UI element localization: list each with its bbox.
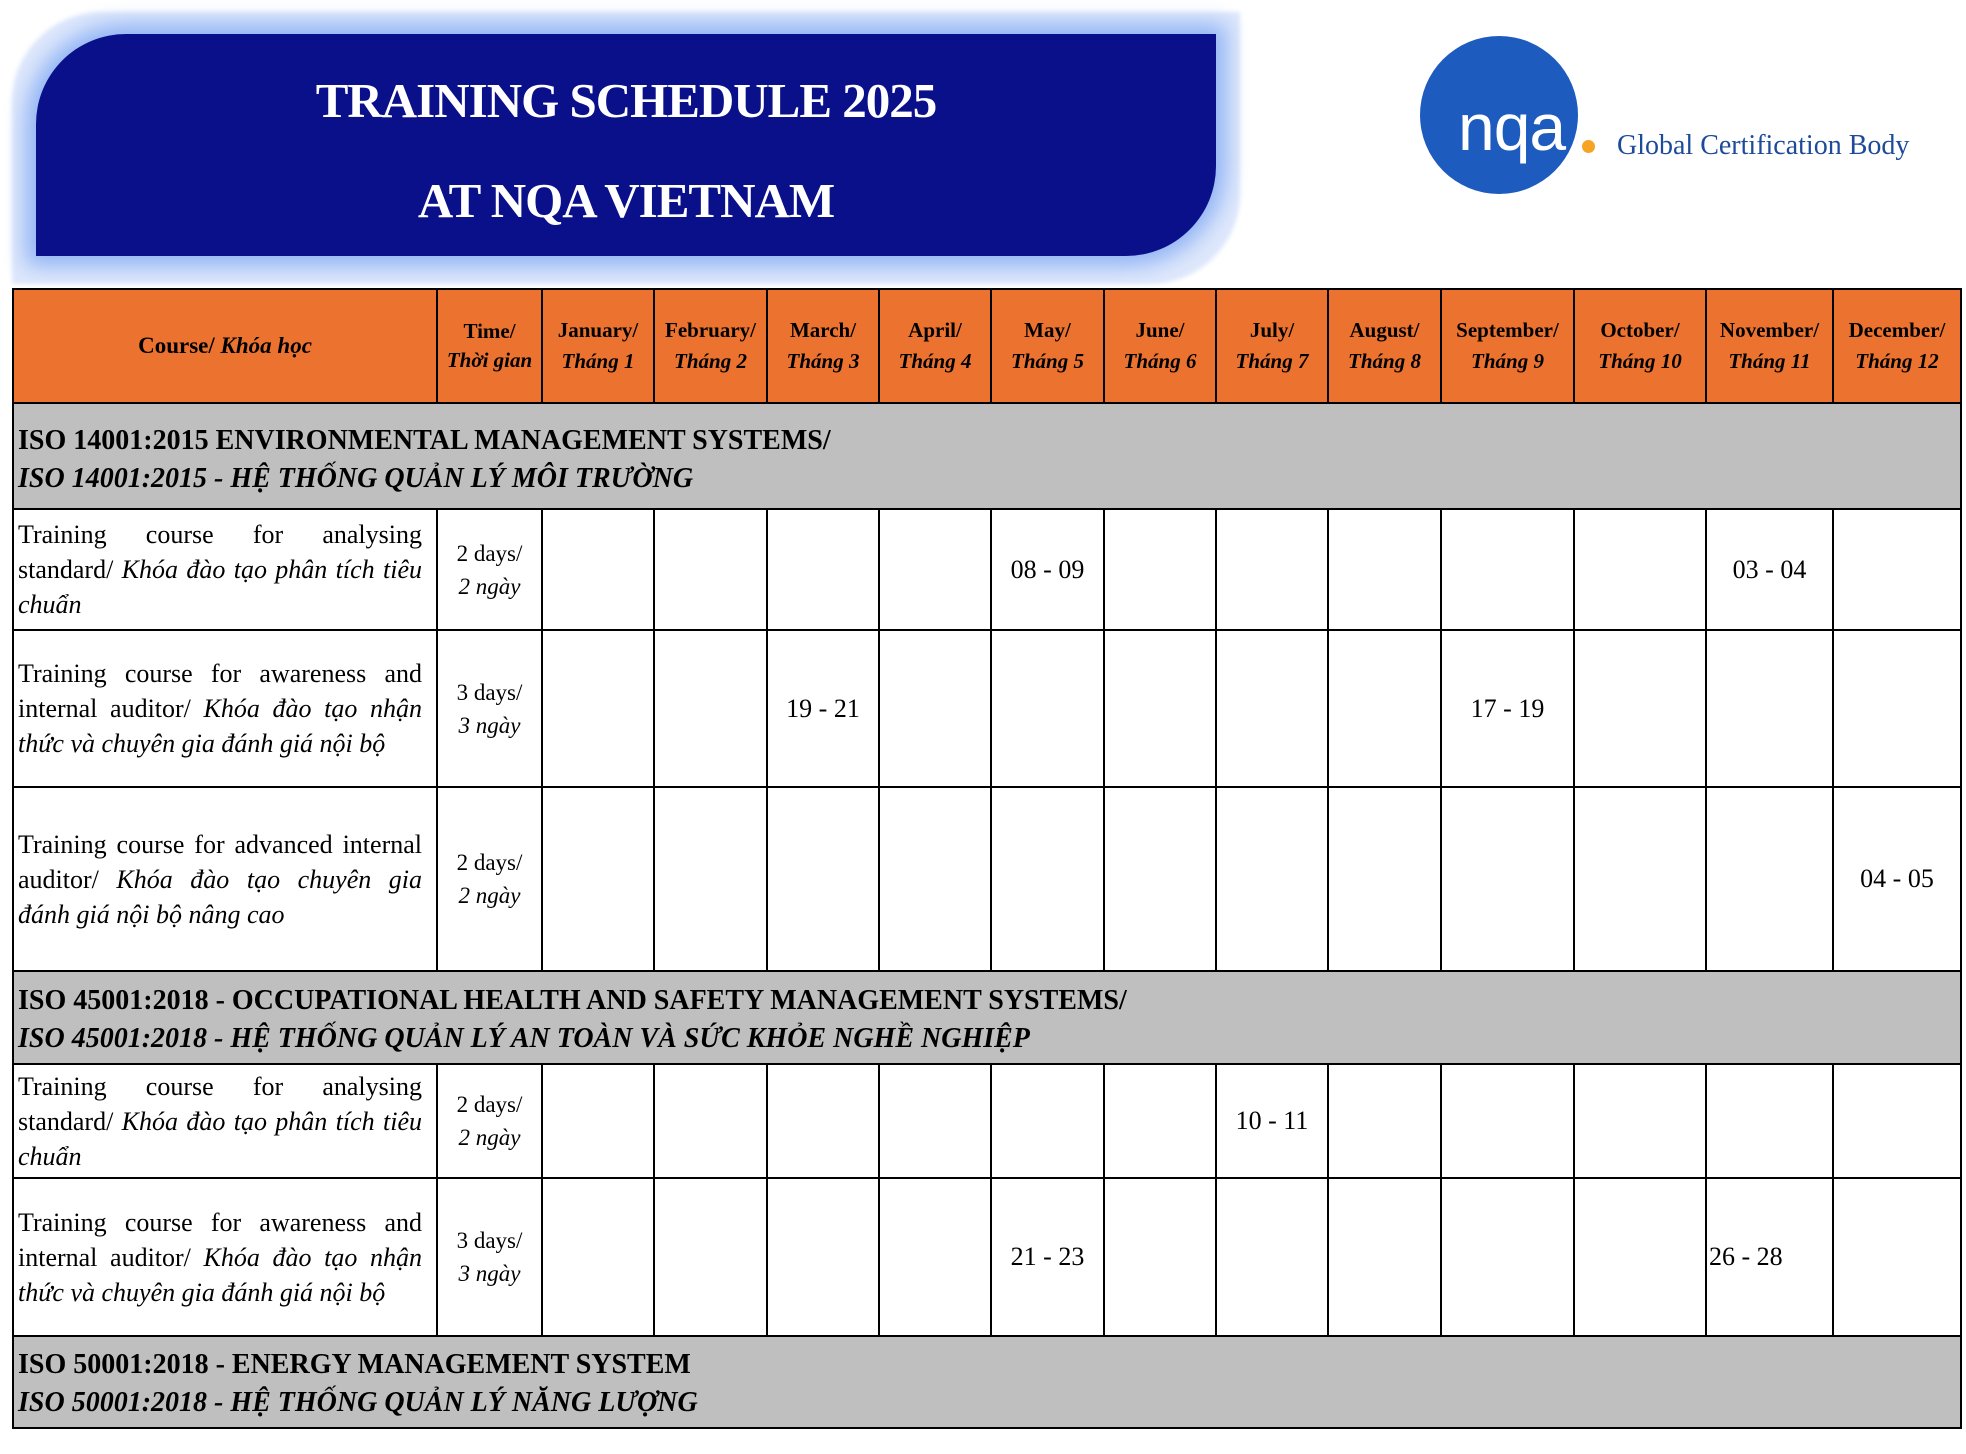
month-cell <box>1574 509 1706 630</box>
course-name: Training course for awareness and internal auditor/ Khóa đào tạo nhận thức và chuyên gia đánh giá nội bộ <box>13 630 437 787</box>
month-cell <box>1574 787 1706 971</box>
header-month-5: May/ Tháng 5 <box>991 289 1104 403</box>
month-cell <box>879 509 991 630</box>
page-subtitle: AT NQA VIETNAM <box>417 173 835 228</box>
header-month-6: June/ Tháng 6 <box>1104 289 1216 403</box>
header-row <box>13 289 1961 403</box>
header-month-3: March/ Tháng 3 <box>767 289 879 403</box>
month-cell <box>1328 630 1441 787</box>
month-cell <box>654 630 767 787</box>
month-cell: 08 - 09 <box>991 509 1104 630</box>
month-cell: 21 - 23 <box>991 1178 1104 1336</box>
course-duration: 3 days/ 3 ngày <box>437 630 542 787</box>
month-cell <box>1328 787 1441 971</box>
course-duration: 2 days/ 2 ngày <box>437 509 542 630</box>
header-time: Time/ Thời gian <box>437 289 542 403</box>
month-cell <box>654 787 767 971</box>
month-cell <box>1104 509 1216 630</box>
month-cell <box>1833 1064 1961 1178</box>
month-cell <box>654 1064 767 1178</box>
schedule-table <box>12 288 1962 1429</box>
month-cell <box>542 1178 654 1336</box>
month-cell <box>1104 630 1216 787</box>
course-name: Training course for advanced internal auditor/ Khóa đào tạo chuyên gia đánh giá nội bộ nâng cao <box>13 787 437 971</box>
nqa-logo <box>1420 36 1920 206</box>
month-cell <box>1441 787 1574 971</box>
logo-wordmark: nqa <box>1458 90 1566 164</box>
course-duration: 2 days/ 2 ngày <box>437 1064 542 1178</box>
month-cell <box>1706 1064 1833 1178</box>
month-cell <box>1441 509 1574 630</box>
course-row <box>13 787 1961 971</box>
course-row <box>13 1064 1961 1178</box>
logo-dot-icon <box>1582 140 1595 153</box>
header-month-7: July/ Tháng 7 <box>1216 289 1328 403</box>
course-row <box>13 509 1961 630</box>
header-month-10: October/ Tháng 10 <box>1574 289 1706 403</box>
page-title: TRAINING SCHEDULE 2025 <box>315 73 937 128</box>
month-cell <box>654 1178 767 1336</box>
month-cell <box>879 1064 991 1178</box>
course-row <box>13 1178 1961 1336</box>
month-cell <box>542 787 654 971</box>
month-cell <box>1574 1064 1706 1178</box>
header-month-8: August/ Tháng 8 <box>1328 289 1441 403</box>
month-cell <box>879 787 991 971</box>
month-cell <box>1216 630 1328 787</box>
course-name: Training course for analysing standard/ Khóa đào tạo phân tích tiêu chuẩn <box>13 1064 437 1178</box>
month-cell <box>1706 787 1833 971</box>
course-duration: 3 days/ 3 ngày <box>437 1178 542 1336</box>
month-cell <box>1328 509 1441 630</box>
month-cell <box>1706 630 1833 787</box>
header-month-2: February/ Tháng 2 <box>654 289 767 403</box>
month-cell: 26 - 28 <box>1706 1178 1833 1336</box>
month-cell <box>1574 630 1706 787</box>
month-cell <box>879 1178 991 1336</box>
month-cell <box>767 509 879 630</box>
month-cell <box>767 1178 879 1336</box>
month-cell <box>1328 1064 1441 1178</box>
header-month-1: January/ Tháng 1 <box>542 289 654 403</box>
month-cell <box>767 787 879 971</box>
month-cell <box>879 630 991 787</box>
month-cell <box>767 1064 879 1178</box>
month-cell: 17 - 19 <box>1441 630 1574 787</box>
month-cell <box>542 1064 654 1178</box>
section-row <box>13 403 1961 509</box>
month-cell <box>1216 509 1328 630</box>
month-cell <box>991 787 1104 971</box>
header-course: Course/ Khóa học <box>13 289 437 403</box>
month-cell <box>1441 1064 1574 1178</box>
section-title: ISO 14001:2015 ENVIRONMENTAL MANAGEMENT SYSTEMS/ ISO 14001:2015 - HỆ THỐNG QUẢN LÝ MÔI TRƯỜNG <box>13 403 1961 509</box>
month-cell <box>1833 509 1961 630</box>
month-cell: 04 - 05 <box>1833 787 1961 971</box>
month-cell <box>1104 1178 1216 1336</box>
month-cell: 10 - 11 <box>1216 1064 1328 1178</box>
month-cell <box>1833 1178 1961 1336</box>
month-cell <box>1216 787 1328 971</box>
month-cell <box>542 509 654 630</box>
title-banner <box>36 34 1216 256</box>
course-name: Training course for awareness and internal auditor/ Khóa đào tạo nhận thức và chuyên gia đánh giá nội bộ <box>13 1178 437 1336</box>
month-cell <box>1104 787 1216 971</box>
section-title: ISO 45001:2018 - OCCUPATIONAL HEALTH AND SAFETY MANAGEMENT SYSTEMS/ ISO 45001:2018 - HỆ THỐNG QUẢN LÝ AN TOÀN VÀ SỨC KHỎE NGHỀ NGHIỆP <box>13 971 1961 1064</box>
header-month-4: April/ Tháng 4 <box>879 289 991 403</box>
month-cell <box>1328 1178 1441 1336</box>
month-cell: 19 - 21 <box>767 630 879 787</box>
month-cell <box>542 630 654 787</box>
section-row <box>13 971 1961 1064</box>
logo-tagline: Global Certification Body <box>1617 130 1910 161</box>
month-cell <box>1833 630 1961 787</box>
month-cell: 03 - 04 <box>1706 509 1833 630</box>
header-month-9: September/ Tháng 9 <box>1441 289 1574 403</box>
header-month-11: November/ Tháng 11 <box>1706 289 1833 403</box>
section-title: ISO 50001:2018 - ENERGY MANAGEMENT SYSTEM ISO 50001:2018 - HỆ THỐNG QUẢN LÝ NĂNG LƯỢNG <box>13 1336 1961 1428</box>
month-cell <box>1216 1178 1328 1336</box>
section-row <box>13 1336 1961 1428</box>
month-cell <box>1104 1064 1216 1178</box>
month-cell <box>991 1064 1104 1178</box>
month-cell <box>1441 1178 1574 1336</box>
month-cell <box>654 509 767 630</box>
month-cell <box>991 630 1104 787</box>
course-row <box>13 630 1961 787</box>
course-duration: 2 days/ 2 ngày <box>437 787 542 971</box>
course-name: Training course for analysing standard/ Khóa đào tạo phân tích tiêu chuẩn <box>13 509 437 630</box>
header-month-12: December/ Tháng 12 <box>1833 289 1961 403</box>
month-cell <box>1574 1178 1706 1336</box>
